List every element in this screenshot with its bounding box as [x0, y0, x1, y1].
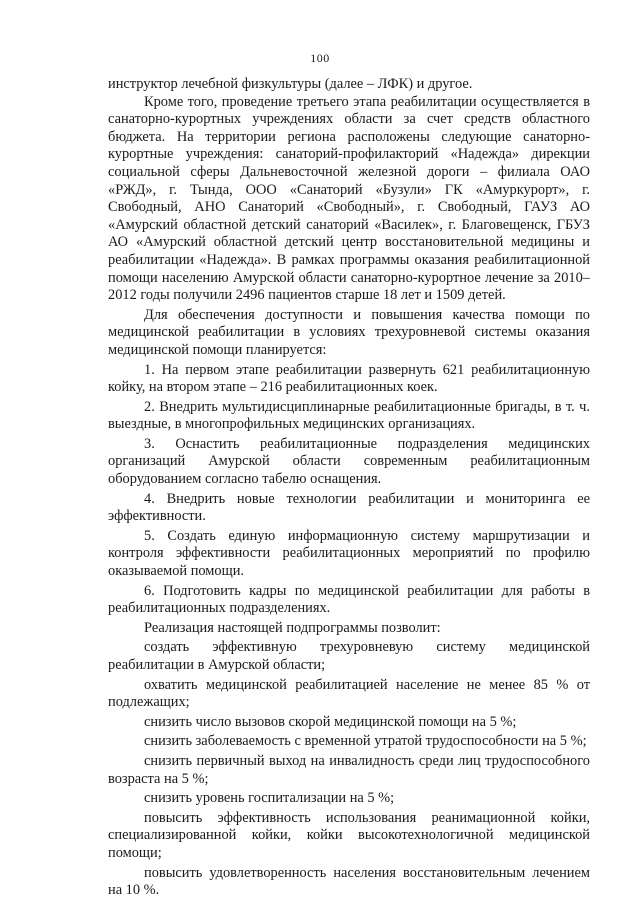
outcome-item: снизить уровень госпитализации на 5 %;: [144, 790, 395, 807]
outcome-item: повысить эффективность использования реанимационной койки, специализированной койки, койки высокотехнологичной медицинской помощи;: [108, 809, 590, 861]
list-item-1: 1. На первом этапе реабилитации развернуть 621 реабилитационную койку, на втором этапе – 216 реабилитационных коек.: [108, 361, 590, 396]
paragraph-continuation: инструктор лечебной физкультуры (далее – ЛФК) и другое.: [108, 76, 473, 92]
document-body: [108, 76, 590, 900]
outcome-item: охватить медицинской реабилитацией население не менее 85 % от подлежащих;: [108, 676, 590, 711]
list-item-5: 5. Создать единую информационную систему маршрутизации и контроля эффективности реабилитационных мероприятий по профилю оказываемой помощи.: [108, 527, 590, 580]
outcome-item: снизить первичный выход на инвалидность среди лиц трудоспособного возраста на 5 %;: [108, 752, 590, 787]
paragraph-outcomes-intro: Реализация настоящей подпрограммы позволит:: [144, 619, 441, 636]
paragraph-planned-intro: Для обеспечения доступности и повышения качества помощи по медицинской реабилитации в условиях трехуровневой системы оказания медицинской помощи планируется:: [108, 306, 590, 358]
paragraph-sanatoriums: Кроме того, проведение третьего этапа реабилитации осуществляется в санаторно-курортных учреждениях области за счет средств областного бюджета. На территории региона расположены следующие санаторно-курортные учреждения: санаторий-профилакторий «Надежда» дирекции социальной сферы Дальневосточной железной дороги – филиала ОАО «РЖД», г. Тында, ООО «Санаторий «Бузули» ГК «Амуркурорт», г. Свободный, АНО Санаторий «Свободный», г. Свободный, ГАУЗ АО «Амурский областной детский санаторий «Василек», г. Благовещенск, ГБУЗ АО «Амурский областной детский центр восстановительной медицины и реабилитации «Надежда». В рамках программы оказания реабилитационной помощи населению Амурской области санаторно-курортное лечение за 2010–2012 годы получили 2496 пациентов старше 18 лет и 1509 детей.: [108, 93, 590, 304]
list-item-4: 4. Внедрить новые технологии реабилитации и мониторинга ее эффективности.: [108, 490, 590, 525]
list-item-3: 3. Оснастить реабилитационные подразделения медицинских организаций Амурской области современным реабилитационным оборудованием согласно табелю оснащения.: [108, 435, 590, 488]
outcome-item: снизить заболеваемость с временной утратой трудоспособности на 5 %;: [144, 733, 587, 750]
outcome-item: повысить удовлетворенность населения восстановительным лечением на 10 %.: [108, 864, 590, 899]
list-item-2: 2. Внедрить мультидисциплинарные реабилитационные бригады, в т. ч. выездные, в многопрофильных медицинских организациях.: [108, 398, 590, 433]
list-item-6: 6. Подготовить кадры по медицинской реабилитации для работы в реабилитационных подразделениях.: [108, 582, 590, 617]
outcome-item: создать эффективную трехуровневую систему медицинской реабилитации в Амурской области;: [108, 639, 590, 673]
outcome-item: снизить число вызовов скорой медицинской помощи на 5 %;: [144, 713, 517, 730]
page-number: 100: [310, 51, 330, 65]
